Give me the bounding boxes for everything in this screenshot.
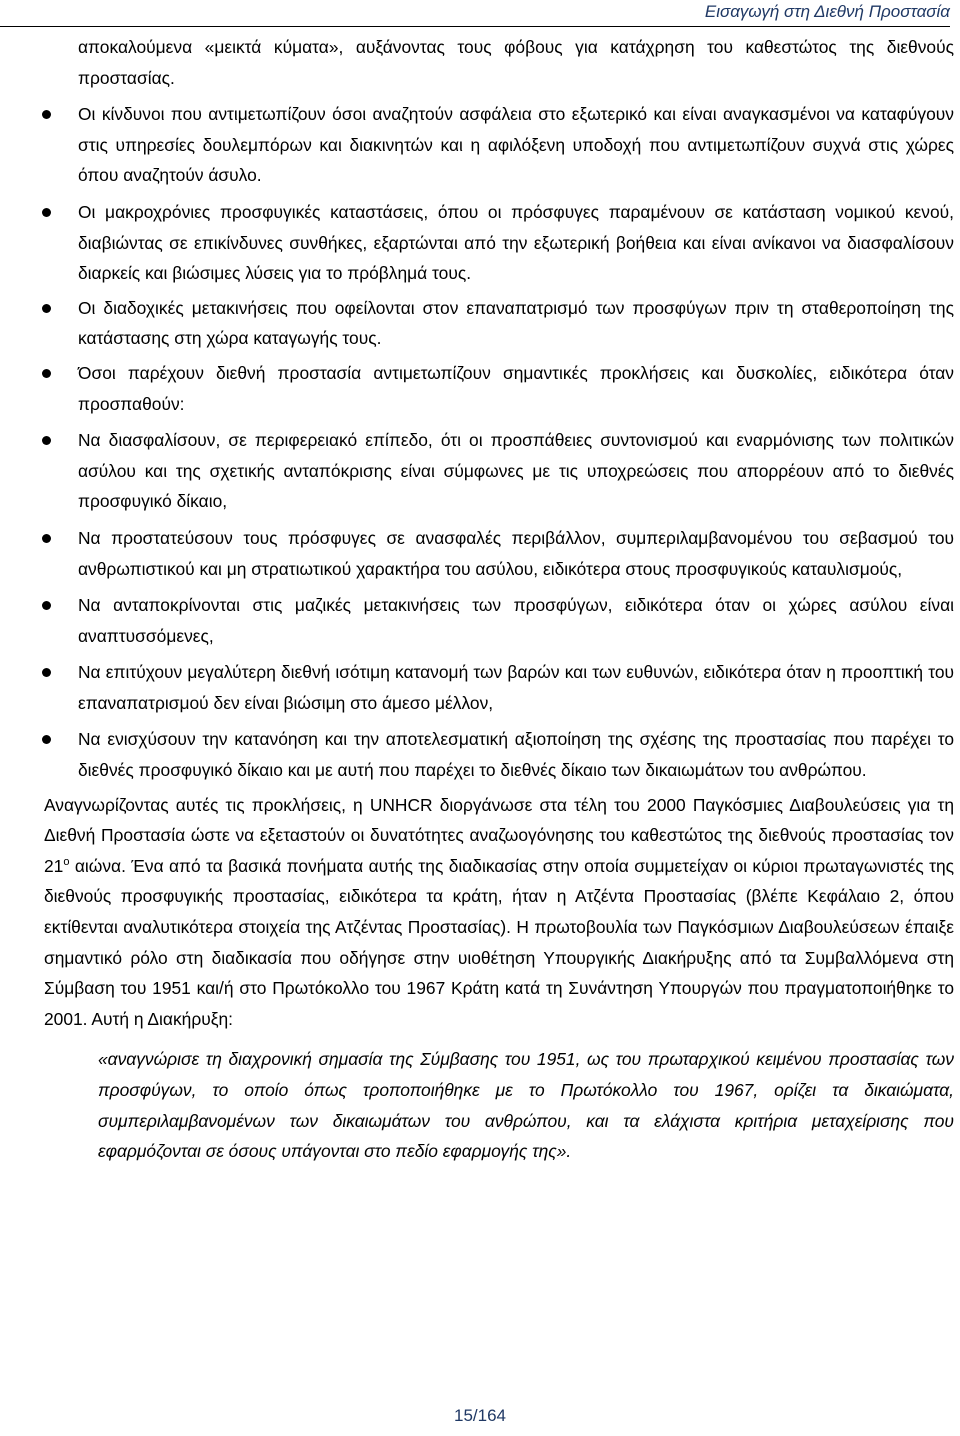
page-header bbox=[0, 0, 950, 27]
bullet-icon bbox=[42, 601, 51, 610]
block-quote: «αναγνώρισε τη διαχρονική σημασία της Σύμβασης του 1951, ως του πρωταρχικού κειμένου προστασίας των προσφύγων, το οποίο όπως τροποποιήθηκε με το Πρωτόκολλο του 1967, ορίζει τα δικαιώματα, συμπεριλαμβανομένων των δικαιωμάτων του ανθρώπου, και τα ελάχιστα κριτήρια μεταχείρισης που εφαρμόζονται σε όσους υπάγονται στο πεδίο εφαρμογής της». bbox=[98, 1049, 954, 1162]
paragraph-text-1: Αναγνωρίζοντας αυτές τις προκλήσεις, η UNHCR διοργάνωσε στα τέλη του 2000 Παγκόσμιες Διαβουλεύσεις για τη Διεθνή Προστασία ώστε να εξεταστούν οι δυνατότητες αναζωογόνησης του καθεστώτος της διεθνούς προστασίας τον 21 bbox=[44, 794, 954, 876]
bullet-item bbox=[44, 523, 954, 584]
bullet-item bbox=[44, 590, 954, 651]
bullet-text: Οι διαδοχικές μετακινήσεις που οφείλονται στον επαναπατρισμό των προσφύγων πριν τη σταθεροποίηση της κατάστασης στη χώρα καταγωγής τους. bbox=[78, 297, 954, 349]
bullet-text: Να ανταποκρίνονται στις μαζικές μετακινήσεις των προσφύγων, ειδικότερα όταν οι χώρες ασύλου είναι αναπτυσσόμενες, bbox=[78, 595, 954, 646]
bullet-item bbox=[44, 293, 954, 354]
page-number: 15/164 bbox=[454, 1406, 506, 1425]
page-body bbox=[44, 32, 954, 1167]
bullet-icon bbox=[42, 436, 51, 445]
bullet-item bbox=[44, 99, 954, 191]
bullet-item bbox=[44, 358, 954, 419]
bullet-icon bbox=[42, 369, 51, 378]
bullet-item bbox=[44, 425, 954, 517]
bullet-text: Οι μακροχρόνιες προσφυγικές καταστάσεις, όπου οι πρόσφυγες παραμένουν σε κατάσταση νομικού κενού, διαβιώντας σε επικίνδυνες συνθήκες, εξαρτώνται από την εξωτερική βοήθεια και είναι ανίκανοι να διασφαλίσουν διαρκείς και βιώσιμες λύσεις για το πρόβλημά τους. bbox=[78, 201, 954, 284]
bullet-item bbox=[44, 724, 954, 785]
paragraph-text-2: αιώνα. Ένα από τα βασικά πονήματα αυτής της διαδικασίας στην οποία συμμετείχαν οι κύριοι πρωταγωνιστές της διεθνούς προσφυγικής προστασίας, ειδικότερα τα κράτη, ήταν η Ατζέντα Προστασίας (βλέπε Κεφάλαιο 2, όπου εκτίθενται αναλυτικότερα στοιχεία της Ατζέντας Προστασίας). Η πρωτοβουλία των Παγκόσμιων Διαβουλεύσεων έπαιξε σημαντικό ρόλο στη διαδικασία που οδήγησε στην υιοθέτηση Υπουργικής Διακήρυξης από τα Συμβαλλόμενα στη Σύμβαση του 1951 και/ή στο Πρωτόκολλο του 1967 Κράτη κατά τη Συνάντηση Υπουργών που πραγματοποιήθηκε το 2001. Αυτή η Διακήρυξη: bbox=[44, 855, 954, 1029]
bullet-text: Οι κίνδυνοι που αντιμετωπίζουν όσοι αναζητούν ασφάλεια στο εξωτερικό και είναι αναγκασμένοι να καταφύγουν στις υπηρεσίες δουλεμπόρων και διακινητών και η αφιλόξενη υποδοχή που αντιμετωπίζουν συχνά στις χώρες όπου αναζητούν άσυλο. bbox=[78, 104, 954, 186]
bullet-text: Να διασφαλίσουν, σε περιφερειακό επίπεδο, ότι οι προσπάθειες συντονισμού και εναρμόνισης των πολιτικών ασύλου και της σχετικής ανταπόκρισης είναι σύμφωνες με τις υποχρεώσεις που απορρέουν από το διεθνές προσφυγικό δίκαιο, bbox=[78, 430, 954, 512]
bullet-text: Να προστατεύσουν τους πρόσφυγες σε ανασφαλές περιβάλλον, συμπεριλαμβανομένου του σεβασμού του ανθρωπιστικού και μη στρατιωτικού χαρακτήρα του ασύλου, ειδικότερα στους προσφυγικούς καταυλισμούς, bbox=[78, 527, 954, 579]
bullet-icon bbox=[42, 110, 51, 119]
paragraph-superscript: ο bbox=[63, 856, 70, 869]
bullet-icon bbox=[42, 668, 51, 677]
bullet-icon bbox=[42, 208, 51, 217]
bullet-icon bbox=[42, 304, 51, 313]
bullet-text: Όσοι παρέχουν διεθνή προστασία αντιμετωπίζουν σημαντικές προκλήσεις και δυσκολίες, ειδικότερα όταν προσπαθούν: bbox=[78, 362, 954, 414]
bullet-icon bbox=[42, 534, 51, 543]
intro-continuation: αποκαλούμενα «μεικτά κύματα», αυξάνοντας τους φόβους για κατάχρηση του καθεστώτος της διεθνούς προστασίας. bbox=[78, 37, 954, 88]
bullet-text: Να ενισχύσουν την κατανόηση και την αποτελεσματική αξιοποίηση της σχέσης της προστασίας που παρέχει το διεθνές προσφυγικό δίκαιο και με αυτή που παρέχει το διεθνές δίκαιο των δικαιωμάτων του ανθρώπου. bbox=[78, 729, 954, 781]
bullet-item bbox=[44, 657, 954, 718]
bullet-item bbox=[44, 197, 954, 289]
body-paragraph bbox=[44, 790, 954, 1035]
bullet-icon bbox=[42, 735, 51, 744]
header-title: Εισαγωγή στη Διεθνή Προστασία bbox=[704, 2, 950, 21]
bullet-text: Να επιτύχουν μεγαλύτερη διεθνή ισότιμη κατανομή των βαρών και των ευθυνών, ειδικότερα όταν η προοπτική του επαναπατρισμού δεν είναι βιώσιμη στο άμεσο μέλλον, bbox=[78, 662, 954, 713]
